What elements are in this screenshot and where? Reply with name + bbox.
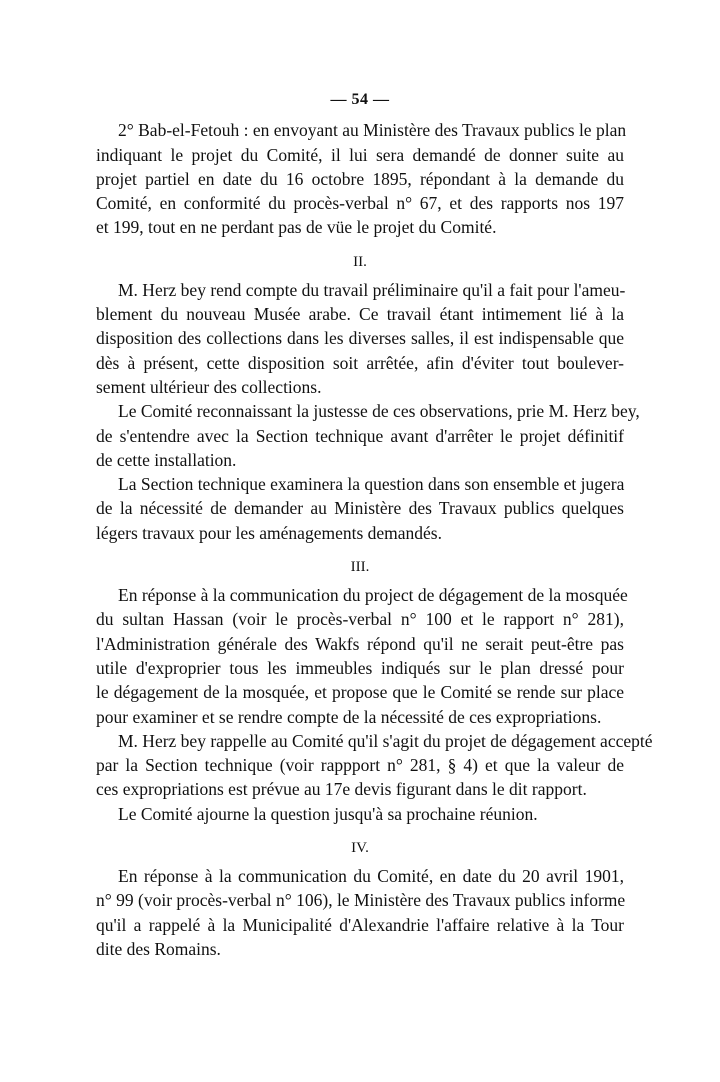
text-line: M. Herz bey rend compte du travail préliminaire qu'il a fait pour l'ameu- [118,279,626,300]
text-line: sement ultérieur des collections. [96,376,322,397]
text-line: de cette installation. [96,449,237,470]
text-line: En réponse à la communication du project de dégagement de la mosquée [118,585,628,606]
text-line: 2° Bab-el-Fetouh : en envoyant au Ministère des Travaux publics le plan [118,120,627,141]
section-heading: II. [353,253,367,270]
text-line: qu'il a rappelé à la Municipalité d'Alexandrie l'affaire relative à la Tour [96,914,624,935]
text-line: le dégagement de la mosquée, et propose que le Comité se rende sur place [96,682,624,703]
paragraph [96,399,640,472]
page-number: — 54 — [330,91,390,108]
text-line: Comité, en conformité du procès-verbal n° 67, et des rapports nos 197 [96,193,624,214]
text-line: M. Herz bey rappelle au Comité qu'il s'agit du projet de dégagement accepté [118,730,653,751]
text-line: ces expropriations est prévue au 17e devis figurant dans le dit rapport. [96,779,587,800]
paragraph [96,802,624,826]
paragraph [96,864,624,961]
text-line: La Section technique examinera la question dans son ensemble et jugera [118,474,625,495]
text-line: En réponse à la communication du Comité, en date du 20 avril 1901, [118,866,624,887]
text-line: n° 99 (voir procès-verbal n° 106), le Ministère des Travaux publics informe [96,890,626,911]
document-page [96,88,653,961]
paragraph [96,729,653,802]
text-line: l'Administration générale des Wakfs répond qu'il ne serait peut-être pas [96,633,624,654]
text-line: et 199, tout en ne perdant pas de vüe le projet du Comité. [96,217,497,238]
paragraph [96,278,624,399]
text-line: légers travaux pour les aménagements demandés. [96,522,442,543]
text-line: Le Comité ajourne la question jusqu'à sa prochaine réunion. [118,803,538,824]
text-line: Le Comité reconnaissant la justesse de ces observations, prie M. Herz bey, [118,401,640,422]
paragraph [96,583,628,729]
page-body [96,118,653,961]
text-line: projet partiel en date du 16 octobre 1895, répondant à la demande du [96,168,624,189]
paragraph [96,118,627,239]
text-line: disposition des collections dans les diverses salles, il est indispensable que [96,328,624,349]
text-line: indiquant le projet du Comité, il lui sera demandé de donner suite au [96,144,624,165]
text-line: utile d'exproprier tous les immeubles indiqués sur le plan dressé pour [96,657,624,678]
paragraph [96,472,624,545]
text-line: dès à présent, cette disposition soit arrêtée, afin d'éviter tout boulever- [96,352,624,373]
section-heading: IV. [351,840,369,857]
text-line: par la Section technique (voir rappport n° 281, § 4) et que la valeur de [96,755,624,776]
text-line: pour examiner et se rendre compte de la nécessité de ces expropriations. [96,706,602,727]
text-line: de s'entendre avec la Section technique avant d'arrêter le projet définitif [96,425,624,446]
text-line: de la nécessité de demander au Ministère des Travaux publics quelques [96,498,624,519]
text-line: du sultan Hassan (voir le procès-verbal n° 100 et le rapport n° 281), [96,609,624,630]
text-line: blement du nouveau Musée arabe. Ce travail étant intimement lié à la [96,304,624,325]
section-heading: III. [350,559,370,576]
text-line: dite des Romains. [96,938,221,959]
